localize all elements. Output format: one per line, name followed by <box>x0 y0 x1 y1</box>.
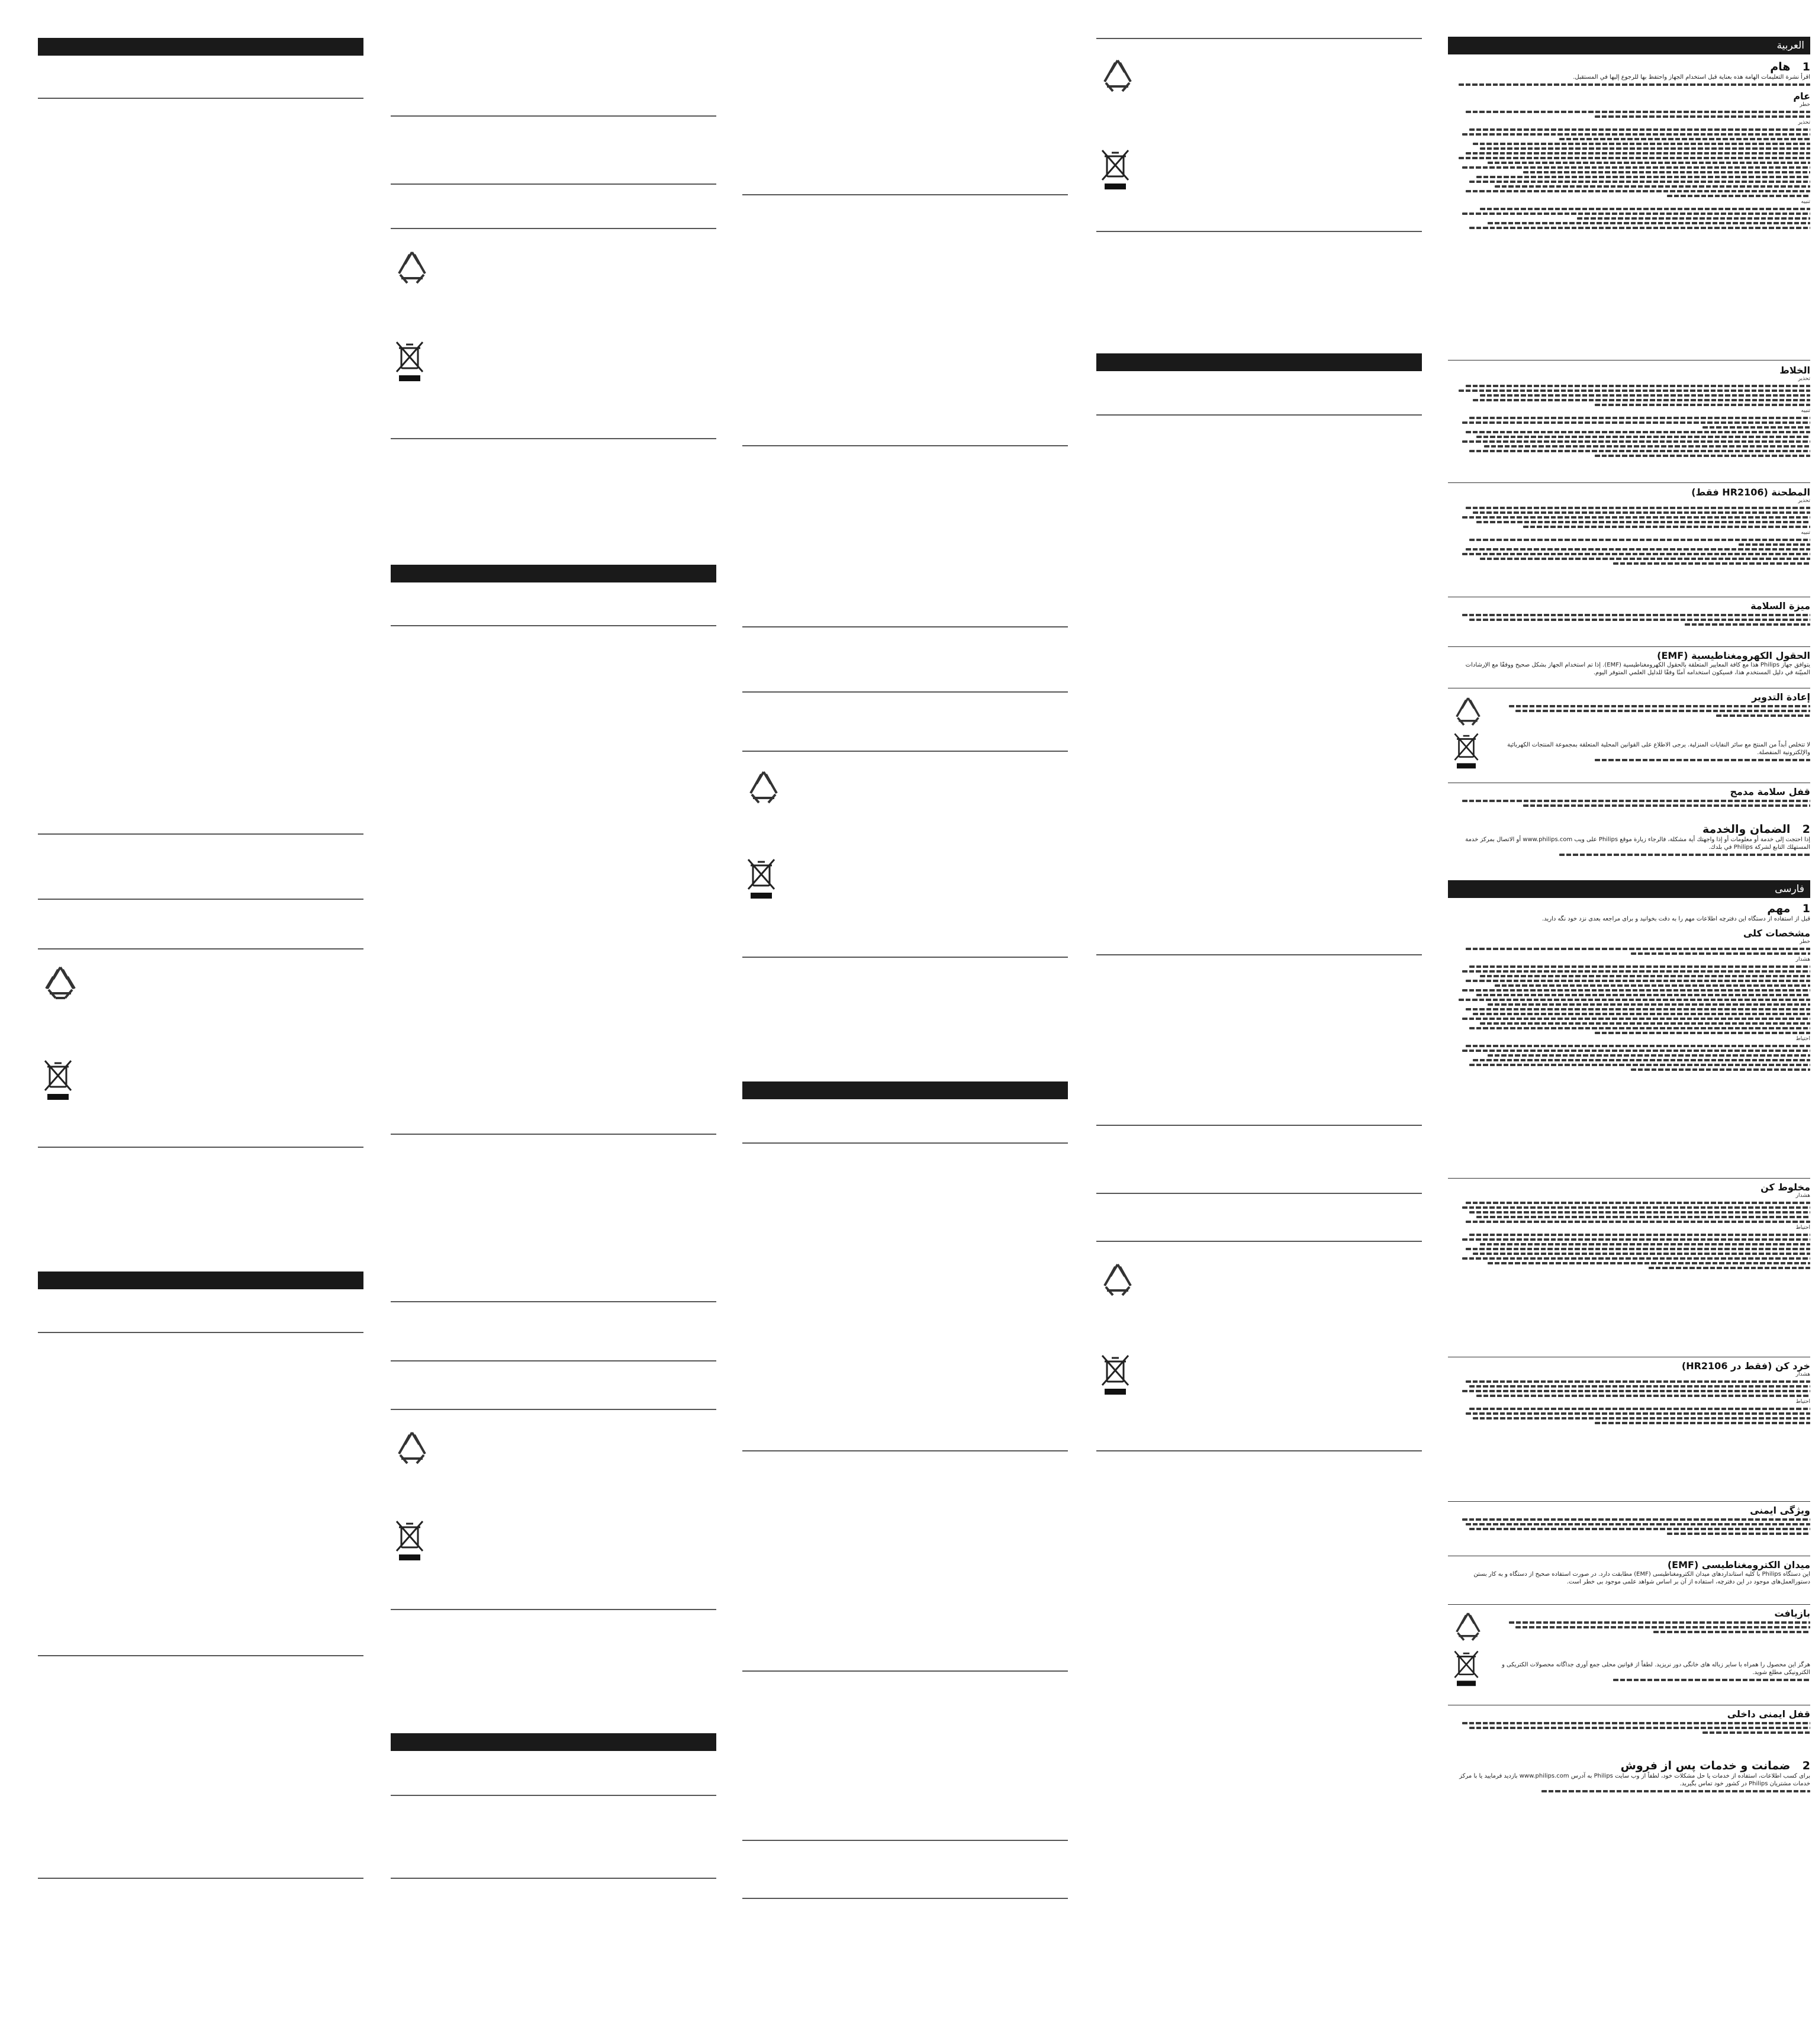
arabic-language-bar <box>1448 37 1810 54</box>
divider <box>742 445 1068 446</box>
divider <box>391 438 716 439</box>
farsi-blender-heading: مخلوط کن <box>1760 1182 1810 1193</box>
arabic-section-mill <box>1451 487 1810 566</box>
farsi-section-safety <box>1451 1505 1810 1537</box>
col2-header-bar-2 <box>391 1733 716 1751</box>
arabic-s2-title: الضمان والخدمة <box>1702 823 1791 836</box>
recycle-icon <box>1099 57 1137 95</box>
recycle-icon <box>393 1429 431 1467</box>
divider <box>1096 1125 1422 1126</box>
divider <box>742 1450 1068 1451</box>
recycle-icon <box>745 768 783 806</box>
farsi-s1-number: 1 <box>1802 902 1810 915</box>
arabic-s1-intro: اقرأ نشرة التعليمات الهامة هذه بعناية قبل استخدام الجهاز واحتفظ بها للرجوع إليها في المستقبل. <box>1573 74 1810 81</box>
divider <box>1096 231 1422 232</box>
farsi-safety-heading: ویژگی ایمنی <box>1750 1505 1810 1516</box>
farsi-language-label: فارسی <box>1775 883 1804 895</box>
col4-header-bar <box>1096 353 1422 371</box>
divider <box>742 1840 1068 1841</box>
divider <box>391 228 716 229</box>
divider <box>38 1332 363 1333</box>
farsi-caution-label-3: احتیاط <box>1795 1399 1810 1405</box>
arabic-danger-label: خطر <box>1800 102 1810 108</box>
col3-header-bar <box>742 1081 1068 1099</box>
farsi-section-important <box>1451 902 1810 1073</box>
arabic-s1-title: هام <box>1770 60 1791 73</box>
crossed-bin-icon <box>1099 1353 1132 1396</box>
farsi-section-emf <box>1451 1559 1810 1586</box>
divider <box>742 1898 1068 1899</box>
divider <box>391 1360 716 1361</box>
divider <box>391 625 716 626</box>
recycle-icon <box>1099 1261 1137 1299</box>
divider <box>742 957 1068 958</box>
arabic-section-emf <box>1451 650 1810 677</box>
divider <box>742 691 1068 693</box>
arabic-section-recycle <box>1451 691 1810 763</box>
divider <box>391 184 716 185</box>
divider <box>391 1609 716 1610</box>
crossed-bin-icon <box>1451 1649 1481 1687</box>
arabic-blender-heading: الخلاط <box>1779 365 1810 376</box>
arabic-section-warranty <box>1451 823 1810 858</box>
farsi-s2-text: برای کسب اطلاعات، استفاده از خدمات یا حل مشکلات خود، لطفاً از وب سایت Philips به آدرس www.philips.com بازدید فرمایید یا با مرکز خدمات مشتریان Philips در کشور خود تماس بگیرید. <box>1459 1773 1810 1787</box>
crossed-bin-icon <box>41 1058 75 1101</box>
arabic-warning-label: تحذير <box>1798 120 1810 125</box>
col1-header-bar-2 <box>38 1272 363 1289</box>
arabic-divider <box>1448 646 1810 647</box>
divider <box>742 751 1068 752</box>
crossed-bin-icon <box>393 1519 426 1562</box>
arabic-warning-label-3: تحذير <box>1798 498 1810 504</box>
crossed-bin-icon <box>1099 148 1132 191</box>
col2-header-bar <box>391 565 716 582</box>
divider <box>38 899 363 900</box>
arabic-section-lock <box>1451 786 1810 809</box>
divider <box>1096 1450 1422 1451</box>
divider <box>38 1878 363 1879</box>
divider <box>742 1142 1068 1144</box>
divider <box>1096 954 1422 955</box>
farsi-divider <box>1448 1604 1810 1605</box>
farsi-section-mill <box>1451 1360 1810 1426</box>
divider <box>742 194 1068 195</box>
arabic-mill-heading: المطحنة (HR2106 فقط) <box>1691 487 1810 498</box>
arabic-recycle-text: لا تتخلص أبداً من المنتج مع سائر النفايات المنزلية. يرجى الاطلاع على القوانين المحلية المتعلقة بمجموعة المنتجات الكهربائية والإلكترونية المنفصلة. <box>1507 742 1810 756</box>
divider <box>742 626 1068 627</box>
arabic-emf-text: يتوافق جهاز Philips هذا مع كافة المعايير المتعلقة بالحقول الكهرومغناطيسية (EMF). إذا تم استخدام الجهاز بشكل صحيح ووفقًا مع الإرشادات المبيّنة في دليل المستخدم هذا، فسيكون استخدامه آمنًا وفقًا للدليل العلمي المتوفر اليوم. <box>1465 662 1810 676</box>
arabic-general-heading: عام <box>1793 91 1810 102</box>
divider <box>38 98 363 99</box>
arabic-divider <box>1448 482 1810 483</box>
divider <box>391 115 716 117</box>
crossed-bin-icon <box>745 857 778 900</box>
farsi-section-warranty <box>1451 1759 1810 1794</box>
farsi-emf-text: این دستگاه Philips با کلیه استانداردهای میدان الکترومغناطیسی (EMF) مطابقت دارد. در صورت استفاده صحیح از دستگاه و به کار بستن دستورالعمل‌های موجود در این دفترچه، استفاده از آن بر اساس شواهد علمی موجود بی خطر است. <box>1473 1571 1810 1585</box>
recycle-icon <box>41 964 79 1002</box>
farsi-s1-intro: قبل از استفاده از دستگاه این دفترچه اطلاعات مهم را به دقت بخوانید و برای مراجعه بعدی نزد خود نگه دارید. <box>1542 916 1810 922</box>
recycle-icon <box>393 249 431 287</box>
divider <box>1096 1193 1422 1194</box>
divider <box>391 1409 716 1410</box>
farsi-mill-heading: خرد کن (فقط در HR2106) <box>1681 1360 1810 1372</box>
arabic-language-label: العربية <box>1776 40 1804 51</box>
divider <box>391 1878 716 1879</box>
crossed-bin-icon <box>393 340 426 382</box>
arabic-lock-heading: قفل سلامة مدمج <box>1730 786 1810 797</box>
col1-header-bar <box>38 38 363 56</box>
arabic-section-blender <box>1451 365 1810 459</box>
farsi-recycle-heading: بازیافت <box>1774 1608 1810 1619</box>
farsi-section-blender <box>1451 1182 1810 1271</box>
farsi-s1-title: مهم <box>1767 902 1791 915</box>
farsi-divider <box>1448 1501 1810 1502</box>
arabic-warning-label-2: تحذير <box>1798 376 1810 382</box>
farsi-recycle-text: هرگز این محصول را همراه با سایر زباله های خانگی دور نریزید. لطفاً از قوانین محلی جمع آوری جداگانه محصولات الکتریکی و الکترونیکی مطلع شوید. <box>1501 1662 1810 1676</box>
divider <box>391 1795 716 1796</box>
arabic-caution-label: تنبيه <box>1801 199 1810 205</box>
recycle-icon <box>1451 695 1485 728</box>
recycle-icon <box>1451 1610 1485 1643</box>
divider <box>1096 414 1422 416</box>
crossed-bin-icon <box>1451 732 1481 770</box>
divider <box>38 833 363 835</box>
arabic-section-important <box>1451 60 1810 231</box>
divider <box>1096 1241 1422 1242</box>
arabic-section-safety <box>1451 600 1810 627</box>
farsi-s2-number: 2 <box>1802 1759 1810 1772</box>
arabic-recycle-heading: إعادة التدوير <box>1752 691 1810 703</box>
divider <box>38 1147 363 1148</box>
arabic-caution-label-3: تنبيه <box>1801 530 1810 536</box>
arabic-s2-text: إذا احتجت إلى خدمة أو معلومات أو إذا واجهتك أية مشكلة، فالرجاء زيارة موقع Philips على ويب www.philips.com أو الاتصال بمركز خدمة المستهلك التابع لشركة Philips في بلدك. <box>1465 836 1810 851</box>
farsi-caution-label: احتیاط <box>1795 1036 1810 1042</box>
farsi-language-bar <box>1448 880 1810 898</box>
farsi-lock-heading: قفل ایمنی داخلی <box>1727 1708 1810 1720</box>
divider <box>1096 38 1422 39</box>
arabic-s1-number: 1 <box>1802 60 1810 73</box>
farsi-caution-label-2: احتیاط <box>1795 1225 1810 1231</box>
divider <box>38 1655 363 1656</box>
farsi-s2-title: ضمانت و خدمات پس از فروش <box>1620 1759 1791 1772</box>
farsi-section-recycle <box>1451 1608 1810 1683</box>
farsi-warning-label-3: هشدار <box>1795 1372 1810 1377</box>
divider <box>742 1670 1068 1672</box>
arabic-s2-number: 2 <box>1802 823 1810 836</box>
divider <box>38 948 363 949</box>
farsi-warning-label-2: هشدار <box>1795 1193 1810 1199</box>
divider <box>391 1134 716 1135</box>
farsi-section-lock <box>1451 1708 1810 1736</box>
arabic-caution-label-2: تنبيه <box>1801 408 1810 414</box>
farsi-warning-label: هشدار <box>1795 957 1810 963</box>
farsi-general-heading: مشخصات کلی <box>1743 928 1810 939</box>
farsi-emf-heading: میدان الکترومغناطیسی (EMF) <box>1667 1559 1810 1570</box>
divider <box>391 1301 716 1302</box>
farsi-danger-label: خطر <box>1800 939 1810 945</box>
arabic-emf-heading: الحقول الكهرومغناطيسية (EMF) <box>1657 650 1810 661</box>
farsi-divider <box>1448 1178 1810 1179</box>
arabic-safety-heading: ميزة السلامة <box>1750 600 1810 611</box>
